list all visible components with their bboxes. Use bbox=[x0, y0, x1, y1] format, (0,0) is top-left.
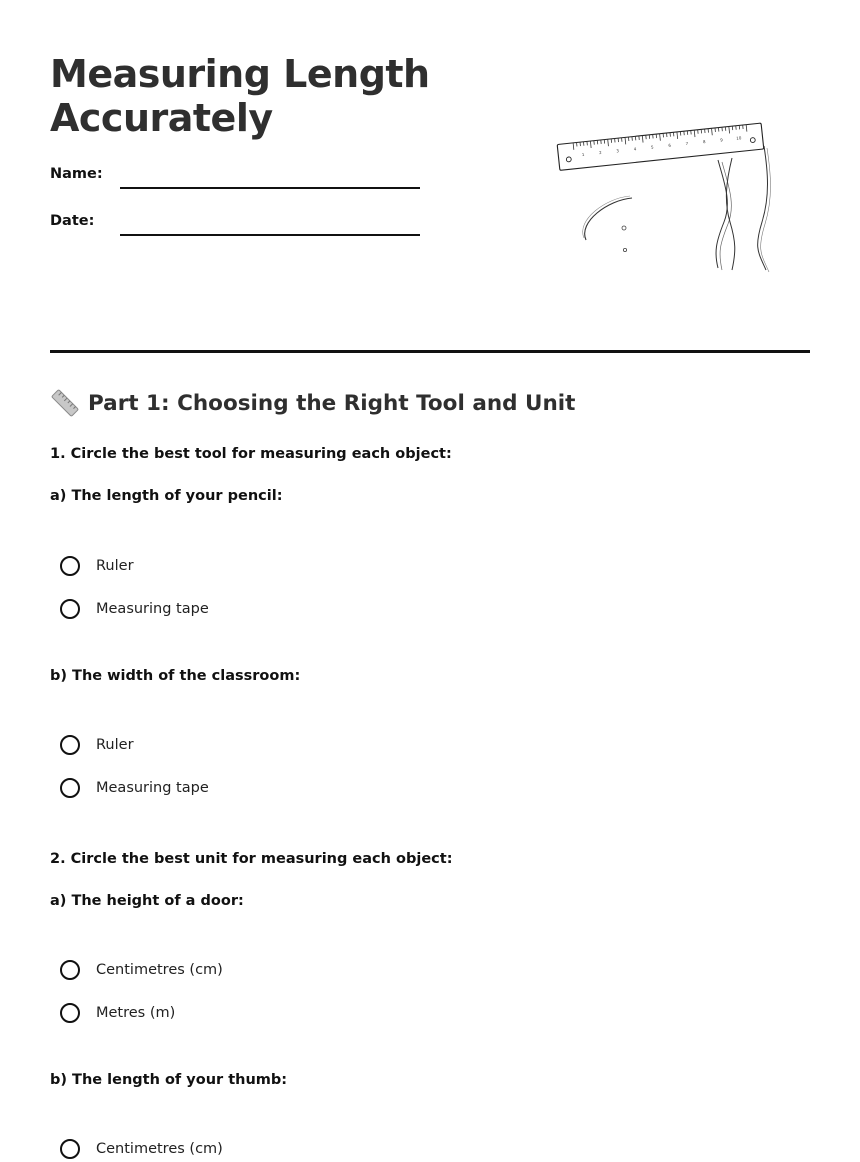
radio-circle[interactable] bbox=[60, 599, 80, 619]
option-label: Ruler bbox=[96, 737, 134, 753]
ruler-and-strings-drawing bbox=[548, 112, 778, 277]
option-label: Metres (m) bbox=[96, 1005, 175, 1021]
name-label: Name: bbox=[50, 166, 103, 182]
ruler-number: 5 bbox=[651, 144, 655, 149]
question-2-text: 2. Circle the best unit for measuring each object: bbox=[50, 851, 453, 867]
question-2a-text: a) The height of a door: bbox=[50, 893, 244, 909]
radio-circle[interactable] bbox=[60, 1003, 80, 1023]
option-label: Measuring tape bbox=[96, 601, 209, 617]
option-1b-ruler[interactable] bbox=[60, 732, 134, 758]
option-2a-centimetres[interactable] bbox=[60, 957, 223, 983]
option-1a-measuring-tape[interactable] bbox=[60, 596, 209, 622]
option-label: Ruler bbox=[96, 558, 134, 574]
ruler-icon bbox=[50, 388, 80, 418]
ruler-number: 7 bbox=[685, 141, 689, 146]
radio-circle[interactable] bbox=[60, 960, 80, 980]
ruler-number: 8 bbox=[703, 139, 707, 144]
option-1b-measuring-tape[interactable] bbox=[60, 775, 209, 801]
question-1-text: 1. Circle the best tool for measuring each object: bbox=[50, 446, 452, 462]
ruler-number: 2 bbox=[599, 150, 603, 155]
option-1a-ruler[interactable] bbox=[60, 553, 134, 579]
option-2b-centimetres[interactable] bbox=[60, 1136, 223, 1162]
title-line-1: Measuring Length bbox=[50, 52, 430, 96]
date-label: Date: bbox=[50, 213, 94, 229]
option-label: Centimetres (cm) bbox=[96, 962, 223, 978]
radio-circle[interactable] bbox=[60, 1139, 80, 1159]
radio-circle[interactable] bbox=[60, 735, 80, 755]
option-2a-metres[interactable] bbox=[60, 1000, 175, 1026]
radio-circle[interactable] bbox=[60, 556, 80, 576]
title-line-2: Accurately bbox=[50, 96, 273, 140]
question-1a-text: a) The length of your pencil: bbox=[50, 488, 283, 504]
ruler-number: 6 bbox=[668, 143, 672, 148]
ruler-number: 10 bbox=[736, 135, 742, 141]
header-divider bbox=[50, 350, 810, 353]
ruler-number: 9 bbox=[720, 137, 724, 142]
radio-circle[interactable] bbox=[60, 778, 80, 798]
question-1b-text: b) The width of the classroom: bbox=[50, 668, 300, 684]
option-label: Measuring tape bbox=[96, 780, 209, 796]
option-label: Centimetres (cm) bbox=[96, 1141, 223, 1157]
ruler-number: 1 bbox=[582, 152, 586, 157]
part-1-heading bbox=[50, 388, 575, 418]
ruler-number: 3 bbox=[616, 148, 620, 153]
name-field[interactable] bbox=[120, 187, 420, 189]
page-title bbox=[50, 52, 430, 140]
date-field[interactable] bbox=[120, 234, 420, 236]
ruler-number: 4 bbox=[633, 146, 637, 151]
part-1-title: Part 1: Choosing the Right Tool and Unit bbox=[88, 391, 575, 416]
question-2b-text: b) The length of your thumb: bbox=[50, 1072, 287, 1088]
